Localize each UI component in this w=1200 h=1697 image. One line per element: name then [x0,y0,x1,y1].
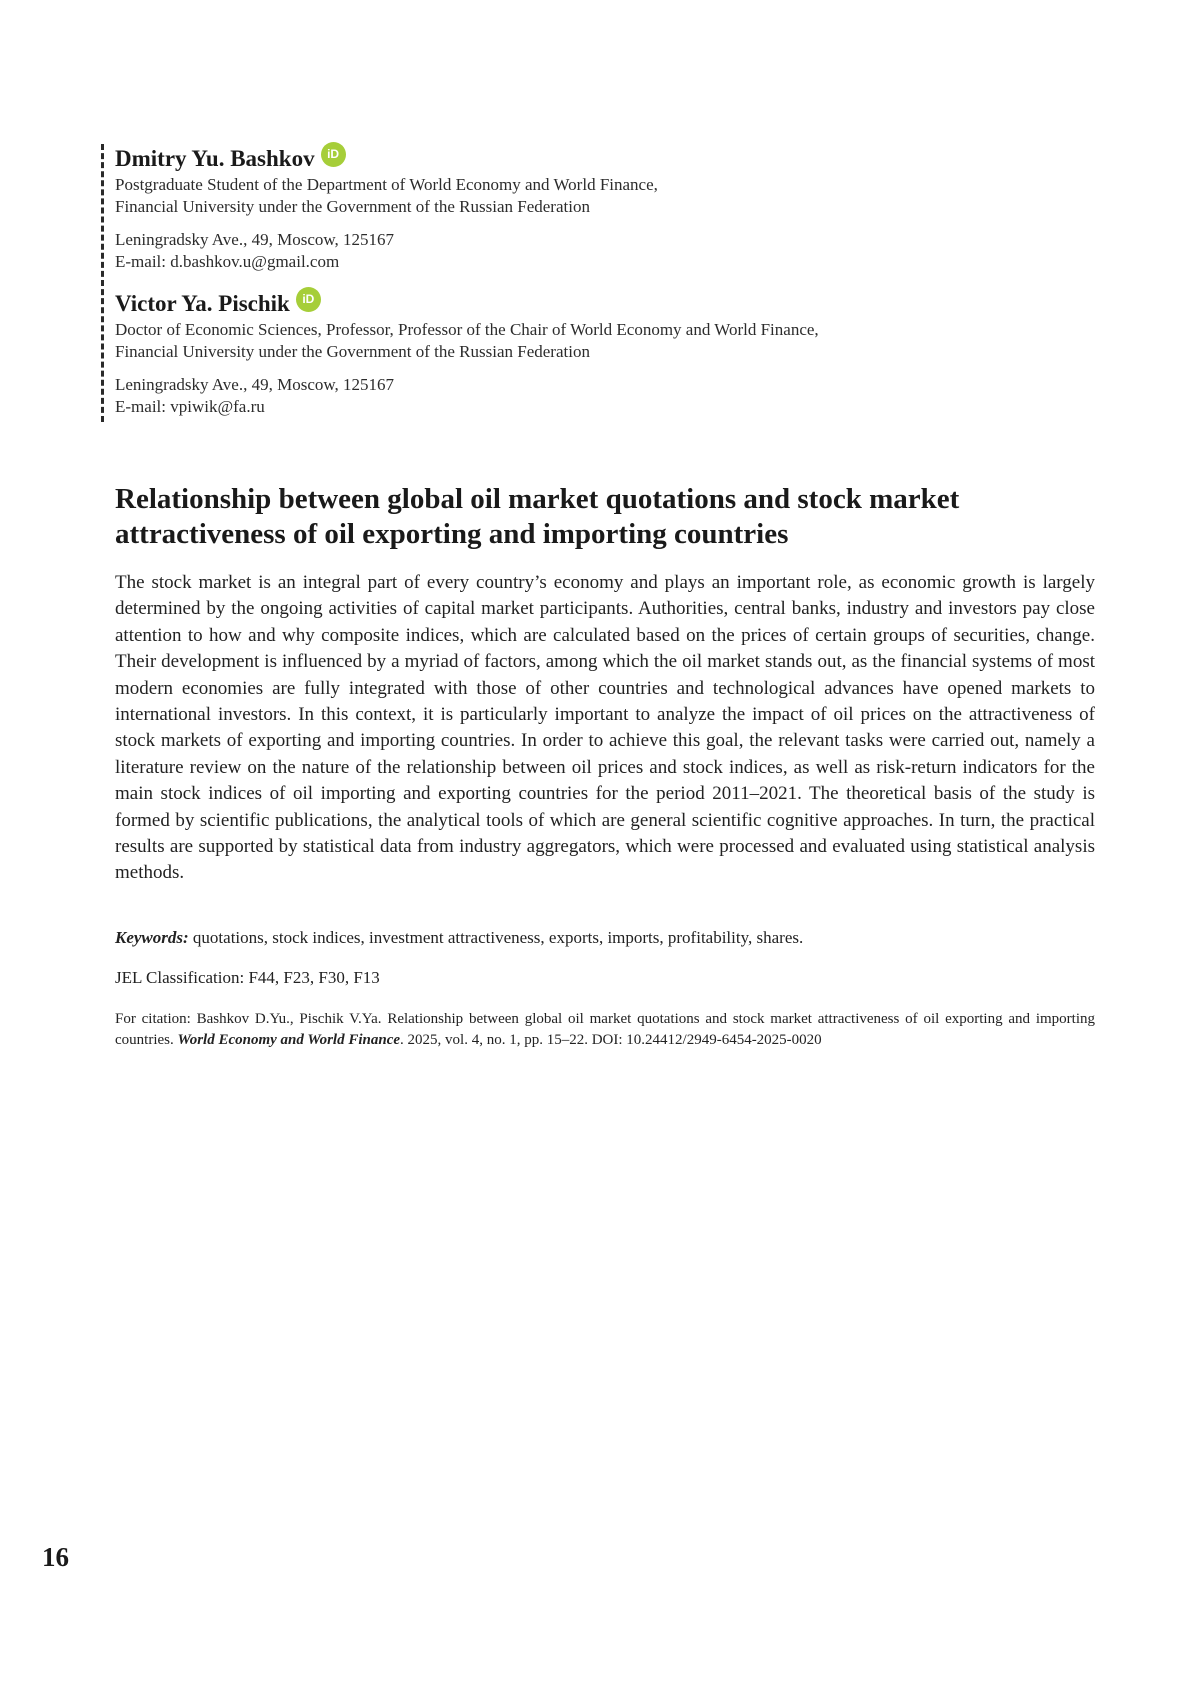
keywords-label: Keywords: [115,928,189,947]
author-position: Doctor of Economic Sciences, Professor, Professor of the Chair of World Economy and World Finance, [115,320,819,339]
keywords-line [115,927,1095,949]
author-affiliation: Financial University under the Government of the Russian Federation [115,197,590,216]
citation-block [115,1009,1095,1050]
author-position: Postgraduate Student of the Department of World Economy and World Finance, [115,175,658,194]
article-title: Relationship between global oil market quotations and stock market attractiveness of oil exporting and importing countries [115,483,960,550]
author-bashkov [115,144,1015,273]
author-name-heading [115,144,1015,174]
keywords-text: quotations, stock indices, investment attractiveness, exports, imports, profitability, shares. [188,928,804,947]
orcid-icon[interactable]: iD [321,142,346,167]
citation-suffix: . 2025, vol. 4, no. 1, pp. 15–22. DOI: 10.24412/2949-6454-2025-0020 [400,1031,822,1048]
author-name: Victor Ya. Pischik [115,291,290,316]
author-email[interactable]: E-mail: d.bashkov.u@gmail.com [115,252,340,271]
orcid-icon[interactable]: iD [296,287,321,312]
citation-journal: World Economy and World Finance [177,1031,401,1048]
abstract-text: The stock market is an integral part of every country’s economy and plays an important role, as economic growth is largely determined by the ongoing activities of capital market participants. Authorities, central banks, industry and investors pay close attention to how and why composite indices, which are calculated based on the prices of certain groups of securities, change. Their development is influenced by a myriad of factors, among which the oil market stands out, as the financial systems of most modern economies are fully integrated with those of other countries and technological advances have opened markets to international investors. In this context, it is particularly important to analyze the impact of oil prices on the attractiveness of stock markets of exporting and importing countries. In order to achieve this goal, the relevant tasks were carried out, namely a literature review on the nature of the relationship between oil prices and stock indices, as well as risk-return indicators for the main stock indices of oil importing and exporting countries for the period 2011–2021. The theoretical basis of the study is formed by scientific publications, the analytical tools of which are general scientific cognitive approaches. In turn, the practical results are supported by statistical data from industry aggregators, which were processed and evaluated using statistical analysis methods. [115,572,1095,884]
author-address: Leningradsky Ave., 49, Moscow, 125167 [115,230,395,249]
author-name-heading [115,289,1015,319]
citation-prefix: For citation: Bashkov D.Yu., Pischik V.Ya. Relationship between global oil market quotations and stock market attractiveness of oil exporting and importing countries. [115,1011,1095,1048]
author-affiliation: Financial University under the Government of the Russian Federation [115,342,590,361]
jel-classification: JEL Classification: F44, F23, F30, F13 [115,968,380,987]
page-number: 16 [42,1542,69,1572]
author-address: Leningradsky Ave., 49, Moscow, 125167 [115,375,395,394]
author-pischik [115,289,1015,418]
author-name: Dmitry Yu. Bashkov [115,146,315,171]
author-info-block [101,144,1015,422]
author-email[interactable]: E-mail: vpiwik@fa.ru [115,397,265,416]
